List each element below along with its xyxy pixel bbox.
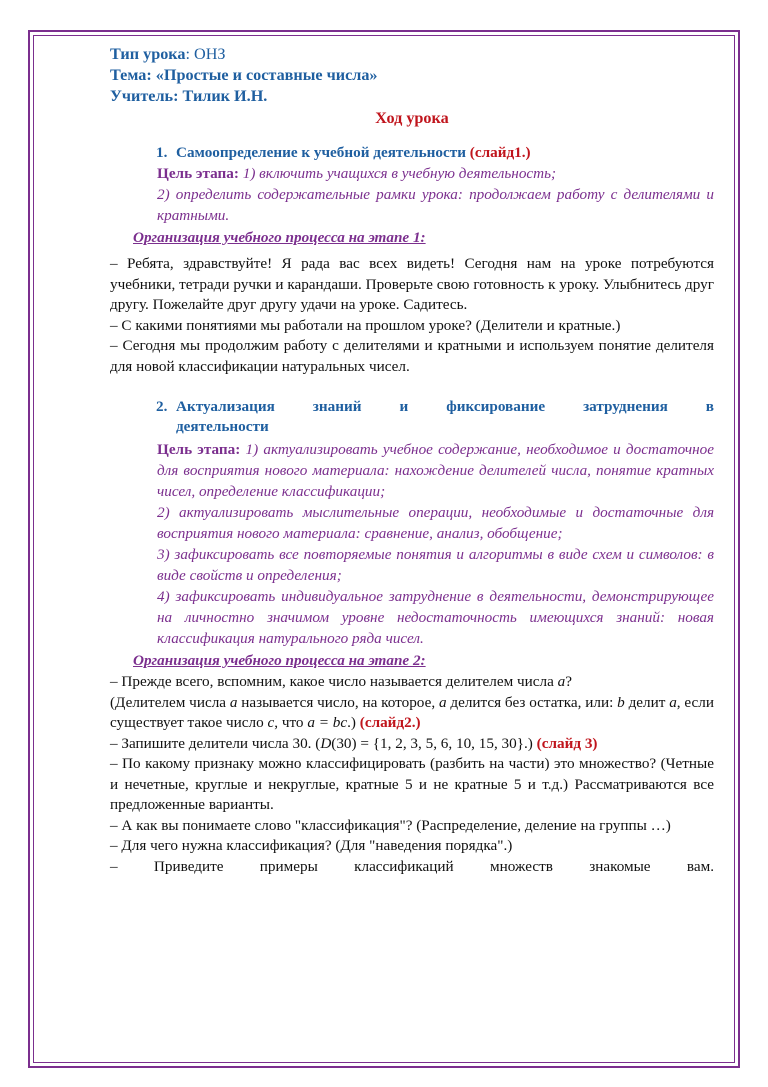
paragraph: – Ребята, здравствуйте! Я рада вас всех видеть! Сегодня нам на уроке потребуются учебники, тетради ручки и карандаши. Проверьте свою готовность к уроку. Улыбнитесь друг другу. Пожелайте друг другу удачи на уроке. Садитесь. [110,255,714,313]
document-content [110,44,714,877]
lesson-type: Тип урока: ОНЗ [110,45,226,63]
paragraph: (Делителем числа a называется число, на которое, a делится без остатка, или: b делит a, если существует такое число c, что a = bc.) (слайд2.) [110,693,714,731]
lesson-teacher: Учитель: Тилик И.Н. [110,87,268,105]
paragraph: – С какими понятиями мы работали на прошлом уроке? (Делители и кратные.) [110,316,621,334]
paragraph: – Для чего нужна классификация? (Для "наведения порядка".) [110,837,513,854]
slide-ref: (слайд1.) [469,144,531,161]
stage2-title: 2. Актуализация знаний и фиксирование затруднения в деятельности [156,398,714,435]
paragraph: – Запишите делители числа 30. (D(30) = {1, 2, 3, 5, 6, 10, 15, 30}.) (слайд 3) [110,734,598,752]
slide-ref: (слайд2.) [359,714,421,731]
paragraph: – По какому признаку можно классифицировать (разбить на части) это множество? (Четные и нечетные, круглые и некруглые, кратные 5 и не кратные 5 и т.д.) Рассматриваются все предложенные варианты. [110,755,714,813]
stage1-org-heading: Организация учебного процесса на этапе 1: [133,229,426,246]
course-title: Ход урока [375,109,449,127]
stage2-body [110,672,714,877]
stage2-org-heading: Организация учебного процесса на этапе 2: [133,652,426,669]
stage1-goal: Цель этапа: 1) включить учащихся в учебную деятельность; 2) определить содержательные рамки урока: продолжаем работу с делителями и кратными. [157,165,714,224]
paragraph: – Сегодня мы продолжим работу с делителями и кратными и используем понятие делителя для новой классификации натуральных чисел. [110,337,714,375]
paragraph: – Приведите примеры классификаций множеств знакомые вам. [110,857,714,875]
stage1-title: 1. Самоопределение к учебной деятельности (слайд1.) [156,144,531,161]
paragraph: – Прежде всего, вспомним, какое число называется делителем числа a? [110,673,572,690]
lesson-topic: Тема: «Простые и составные числа» [110,66,378,84]
stage2-goal: Цель этапа: 1) актуализировать учебное содержание, необходимое и достаточное для восприятия нового материала: нахождение делителей числа, понятие кратных чисел, определение классификации; 2) актуализировать мыслительные операции, необходимые и достаточные для восприятия нового материала: сравнение, анализ, обобщение; 3) зафиксировать все повторяемые понятия и алгоритмы в виде схем и символов: в виде свойств и определения; 4) зафиксировать индивидуальное затруднение в деятельности, демонстрирующее на личностно значимом уровне недостаточность имеющихся знаний: новая классификация натурального ряда чисел. [157,441,714,647]
slide-ref: (слайд 3) [536,734,598,752]
paragraph: – А как вы понимаете слово "классификация"? (Распределение, деление на группы …) [110,816,671,834]
stage1-body [110,254,714,377]
